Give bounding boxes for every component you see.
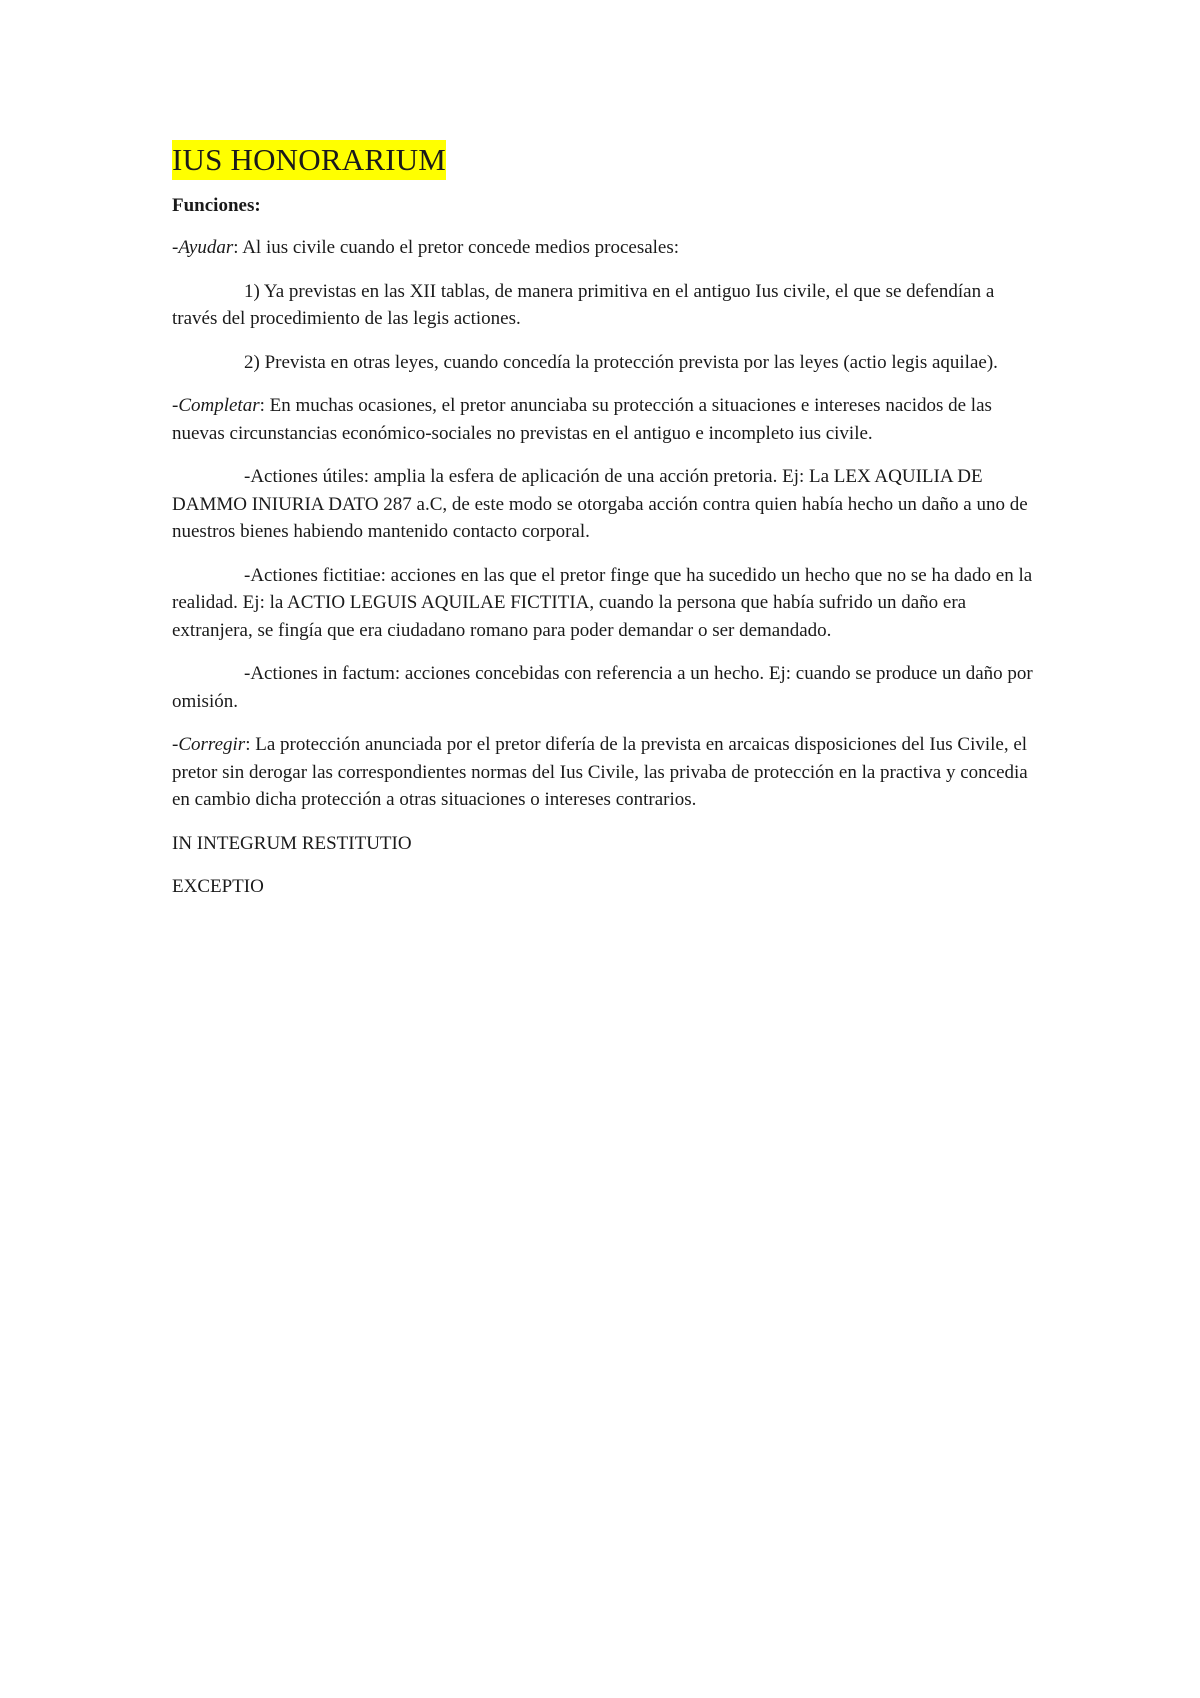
document-body [172,140,1042,917]
exceptio-heading: EXCEPTIO [172,876,264,897]
corregir-text: : La protección anunciada por el pretor difería de la prevista en arcaicas disposiciones del Ius Civile, el pretor sin derogar las correspondientes normas del Ius Civile, las privaba de protección en la practiva y concedia en cambio dicha protección a otras situaciones o intereses contrarios. [172,734,1028,810]
actiones-utiles-paragraph: -Actiones útiles: amplia la esfera de aplicación de una acción pretoria. Ej: La LEX AQUILIA DE DAMMO INIURIA DATO 287 a.C, de este modo se otorgaba acción contra quien había hecho un daño a uno de nuestros bienes habiendo mantenido contacto corporal. [172,466,1028,542]
actiones-in-factum-paragraph: -Actiones in factum: acciones concebidas con referencia a un hecho. Ej: cuando se produce un daño por omisión. [172,663,1033,712]
in-integrum-restitutio-heading: IN INTEGRUM RESTITUTIO [172,832,412,854]
completar-text: : En muchas ocasiones, el pretor anunciaba su protección a situaciones e intereses nacidos de las nuevas circunstancias económico-sociales no previstas en el antiguo e incompleto ius civile. [172,395,992,444]
ayudar-text: : Al ius civile cuando el pretor concede medios procesales: [233,237,680,258]
functions-subheading: Funciones: [172,195,261,216]
ayudar-label: Ayudar [178,237,234,258]
completar-paragraph: -Completar: En muchas ocasiones, el pretor anunciaba su protección a situaciones e intereses nacidos de las nuevas circunstancias económico-sociales no previstas en el antiguo e incompleto ius civile. [172,395,992,444]
ayudar-item-2: 2) Prevista en otras leyes, cuando concedía la protección prevista por las leyes (actio legis aquilae). [244,351,998,373]
corregir-paragraph: -Corregir: La protección anunciada por el pretor difería de la prevista en arcaicas disposiciones del Ius Civile, el pretor sin derogar las correspondientes normas del Ius Civile, las privaba de protección en la practiva y concedia en cambio dicha protección a otras situaciones o intereses contrarios. [172,734,1028,810]
corregir-label: Corregir [178,734,246,755]
actiones-fictitiae-paragraph: -Actiones fictitiae: acciones en las que el pretor finge que ha sucedido un hecho que no se ha dado en la realidad. Ej: la ACTIO LEGUIS AQUILAE FICTITIA, cuando la persona que había sufrido un daño era extranjera, se fingía que era ciudadano romano para poder demandar o ser demandado. [172,564,1033,641]
completar-label: Completar [178,395,260,416]
ayudar-item-1: 1) Ya previstas en las XII tablas, de manera primitiva en el antiguo Ius civile, el que se defendían a través del procedimiento de las legis actiones. [172,280,995,329]
page-title: IUS HONORARIUM [172,140,446,180]
ayudar-paragraph: -Ayudar: Al ius civile cuando el pretor concede medios procesales: [172,237,680,258]
